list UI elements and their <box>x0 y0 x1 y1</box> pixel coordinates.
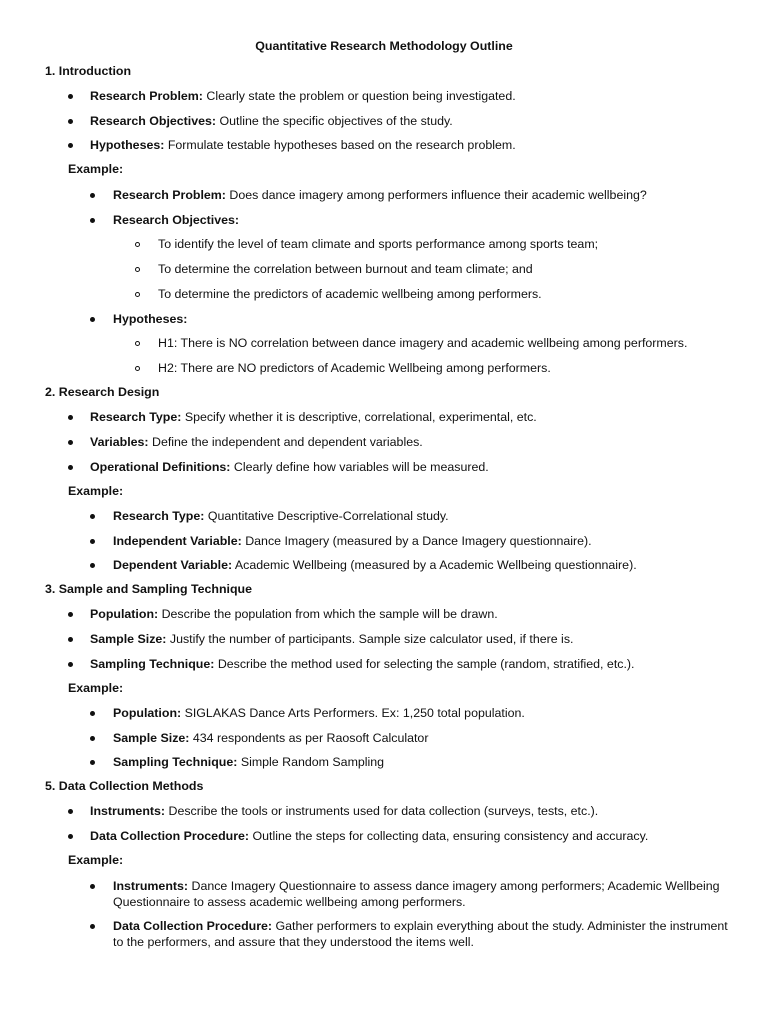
list-item: Data Collection Procedure: Outline the steps for collecting data, ensuring consistency and accuracy. <box>90 829 649 843</box>
list-item: Dependent Variable: Academic Wellbeing (measured by a Academic Wellbeing questionnaire). <box>113 558 637 572</box>
sub-list-item: H1: There is NO correlation between dance imagery and academic wellbeing among performers. <box>158 336 688 350</box>
document-title: Quantitative Research Methodology Outline <box>255 39 513 53</box>
list-item: Independent Variable: Dance Imagery (measured by a Dance Imagery questionnaire). <box>113 534 592 548</box>
bullet-icon <box>68 612 73 617</box>
bullet-icon <box>68 143 73 148</box>
bullet-icon <box>90 884 95 889</box>
list-item: Research Type: Specify whether it is descriptive, correlational, experimental, etc. <box>90 410 537 424</box>
list-item: Research Problem: Clearly state the problem or question being investigated. <box>90 89 516 103</box>
bullet-icon <box>90 563 95 568</box>
list-item: Population: SIGLAKAS Dance Arts Performers. Ex: 1,250 total population. <box>113 706 525 720</box>
section-heading: 2. Research Design <box>45 385 160 399</box>
circle-bullet-icon <box>135 267 140 272</box>
bullet-icon <box>90 736 95 741</box>
sub-list-item: To determine the predictors of academic wellbeing among performers. <box>158 287 542 301</box>
list-item: Operational Definitions: Clearly define how variables will be measured. <box>90 460 489 474</box>
bullet-icon <box>90 317 95 322</box>
list-item: Research Objectives: <box>113 213 240 227</box>
bullet-icon <box>90 218 95 223</box>
bullet-icon <box>68 94 73 99</box>
sub-list-item: H2: There are NO predictors of Academic Wellbeing among performers. <box>158 361 551 375</box>
bullet-icon <box>68 119 73 124</box>
bullet-icon <box>90 514 95 519</box>
sub-list-item: To identify the level of team climate and sports performance among sports team; <box>158 237 599 251</box>
bullet-icon <box>68 809 73 814</box>
bullet-icon <box>90 193 95 198</box>
list-item: Data Collection Procedure: Gather performers to explain everything about the study. Administer the instrument to the performers, and assure that they understood the items well. <box>113 919 728 949</box>
bullet-icon <box>90 760 95 765</box>
circle-bullet-icon <box>135 292 140 297</box>
circle-bullet-icon <box>135 341 140 346</box>
list-item: Instruments: Describe the tools or instruments used for data collection (surveys, tests, etc.). <box>90 804 599 818</box>
list-item: Population: Describe the population from which the sample will be drawn. <box>90 607 498 621</box>
example-label: Example: <box>68 853 124 867</box>
list-item: Variables: Define the independent and dependent variables. <box>90 435 423 449</box>
bullet-icon <box>68 637 73 642</box>
list-item: Hypotheses: Formulate testable hypotheses based on the research problem. <box>90 138 516 152</box>
circle-bullet-icon <box>135 242 140 247</box>
list-item: Sample Size: Justify the number of participants. Sample size calculator used, if there is. <box>90 632 574 646</box>
section-heading: 3. Sample and Sampling Technique <box>45 582 253 596</box>
bullet-icon <box>68 834 73 839</box>
list-item: Hypotheses: <box>113 312 188 326</box>
list-item: Research Problem: Does dance imagery among performers influence their academic wellbeing? <box>113 188 647 202</box>
example-label: Example: <box>68 484 124 498</box>
example-label: Example: <box>68 681 124 695</box>
list-item: Sampling Technique: Describe the method used for selecting the sample (random, stratified, etc.). <box>90 657 635 671</box>
sub-list-item: To determine the correlation between burnout and team climate; and <box>158 262 533 276</box>
bullet-icon <box>90 711 95 716</box>
example-label: Example: <box>68 162 124 176</box>
list-item: Research Objectives: Outline the specific objectives of the study. <box>90 114 453 128</box>
list-item: Sample Size: 434 respondents as per Raosoft Calculator <box>113 731 429 745</box>
section-heading: 1. Introduction <box>45 64 132 78</box>
list-item: Research Type: Quantitative Descriptive-Correlational study. <box>113 509 449 523</box>
circle-bullet-icon <box>135 366 140 371</box>
section-heading: 5. Data Collection Methods <box>45 779 204 793</box>
bullet-icon <box>68 465 73 470</box>
bullet-icon <box>68 662 73 667</box>
bullet-icon <box>68 415 73 420</box>
bullet-icon <box>90 924 95 929</box>
list-item: Sampling Technique: Simple Random Sampling <box>113 755 385 769</box>
list-item: Instruments: Dance Imagery Questionnaire to assess dance imagery among performers; Academic Wellbeing Questionnaire to assess academic wellbeing among performers. <box>113 879 720 909</box>
bullet-icon <box>68 440 73 445</box>
bullet-icon <box>90 539 95 544</box>
